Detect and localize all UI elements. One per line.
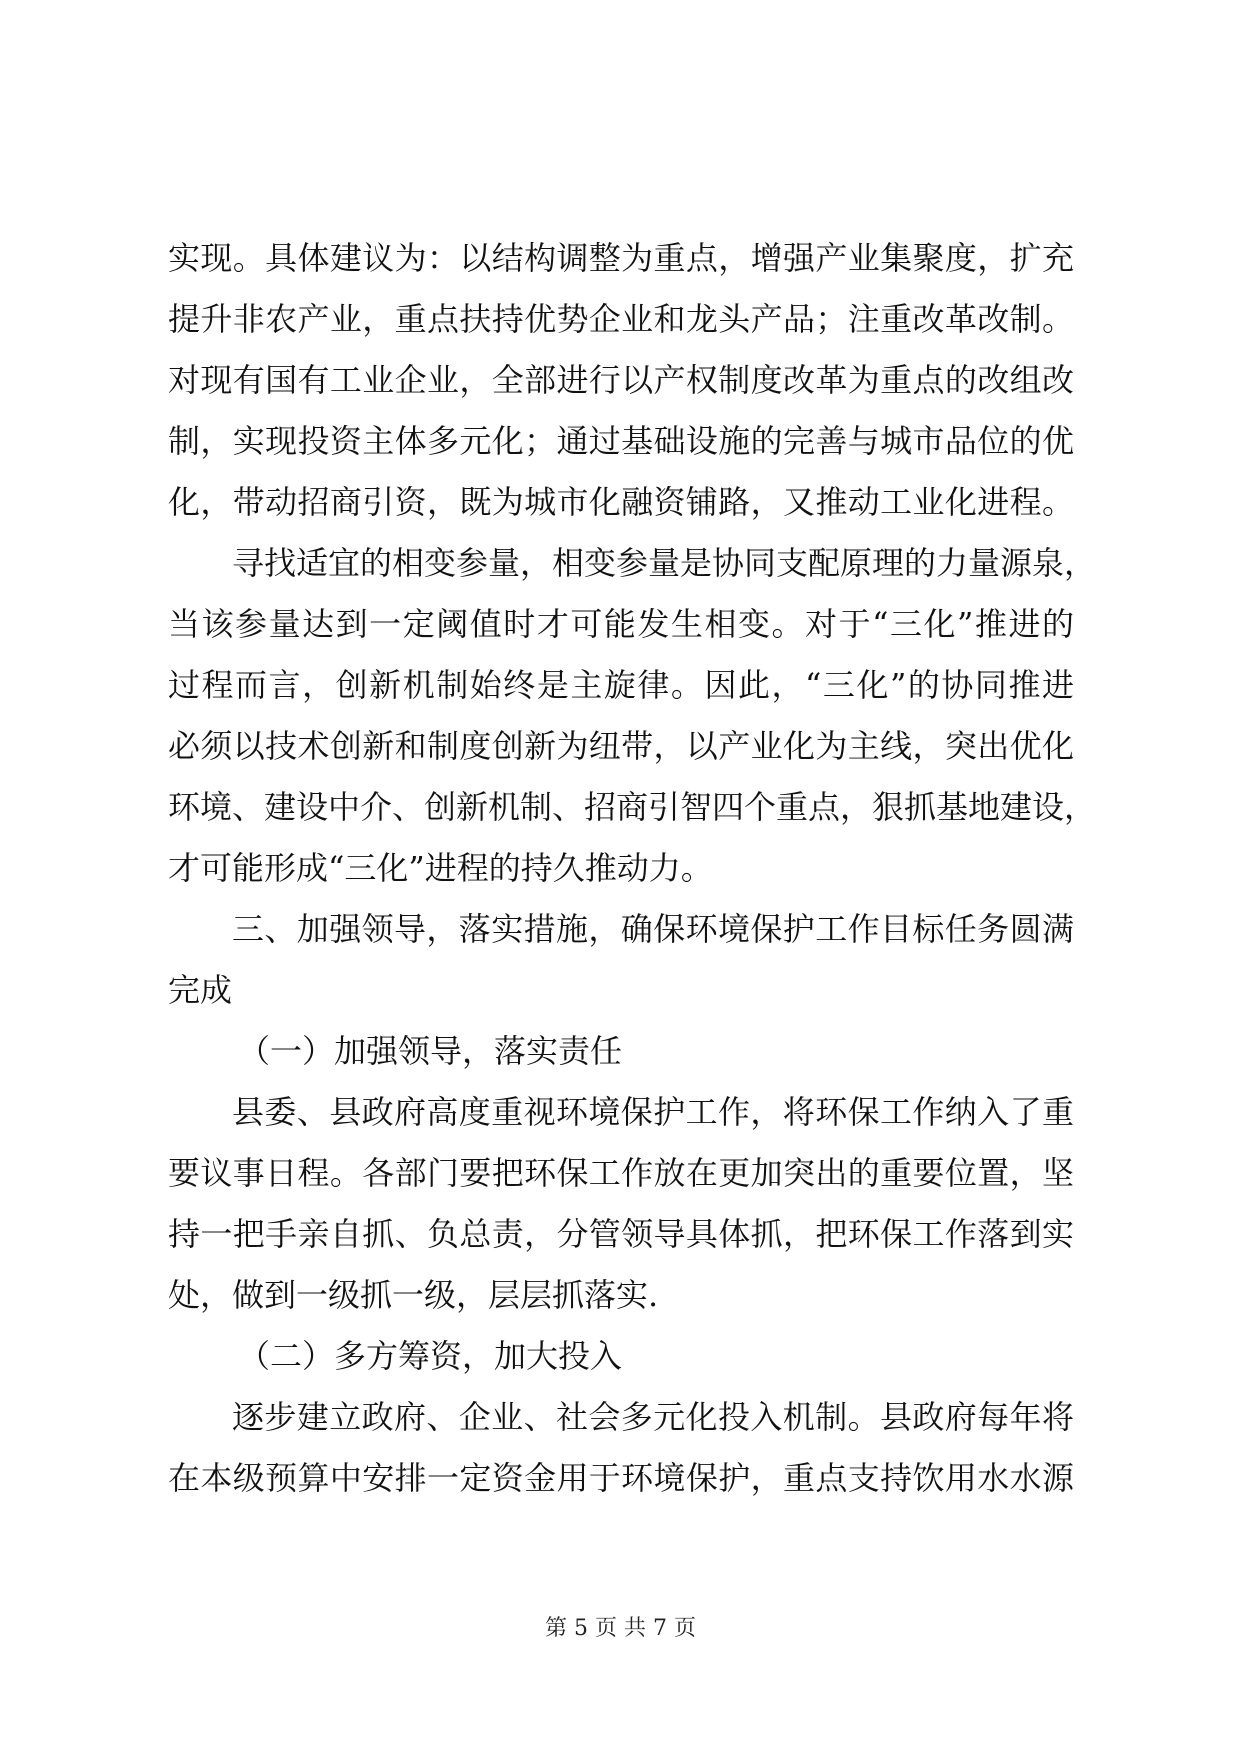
paragraph-line: 过程而言，创新机制始终是主旋律。因此，“三化”的协同推进	[168, 666, 1074, 704]
paragraph-line: 实现。具体建议为：以结构调整为重点，增强产业集聚度，扩充	[168, 239, 1074, 277]
paragraph-line: 制，实现投资主体多元化；通过基础设施的完善与城市品位的优	[168, 422, 1074, 460]
paragraph-line: 当该参量达到一定阈值时才可能发生相变。对于“三化”推进的	[168, 605, 1074, 643]
paragraph-line: 持一把手亲自抓、负总责，分管领导具体抓，把环保工作落到实	[168, 1215, 1074, 1253]
paragraph-line: 对现有国有工业企业，全部进行以产权制度改革为重点的改组改	[168, 361, 1074, 399]
paragraph-line: 逐步建立政府、企业、社会多元化投入机制。县政府每年将	[232, 1398, 1074, 1436]
section-heading-line: 三、加强领导，落实措施，确保环境保护工作目标任务圆满	[232, 910, 1074, 948]
subsection-heading: （一）加强领导，落实责任	[238, 1032, 623, 1070]
paragraph-line: 才可能形成“三化”进程的持久推动力。	[168, 849, 713, 887]
document-body	[168, 228, 1097, 1509]
paragraph-line: 要议事日程。各部门要把环保工作放在更加突出的重要位置，坚	[168, 1154, 1074, 1192]
paragraph-line: 在本级预算中安排一定资金用于环境保护，重点支持饮用水水源	[168, 1459, 1074, 1497]
section-heading-line: 完成	[168, 971, 233, 1009]
page-number-footer: 第 5 页 共 7 页	[545, 1616, 696, 1641]
paragraph-line: 化，带动招商引资，既为城市化融资铺路，又推动工业化进程。	[168, 483, 1074, 521]
paragraph-line: 必须以技术创新和制度创新为纽带，以产业化为主线，突出优化	[168, 727, 1074, 765]
paragraph-line: 提升非农产业，重点扶持优势企业和龙头产品；注重改革改制。	[168, 300, 1074, 338]
paragraph-line: 寻找适宜的相变参量，相变参量是协同支配原理的力量源泉，	[232, 544, 1097, 582]
paragraph-line: 处，做到一级抓一级，层层抓落实.	[168, 1276, 659, 1314]
paragraph-line: 县委、县政府高度重视环境保护工作，将环保工作纳入了重	[232, 1093, 1074, 1131]
subsection-heading: （二）多方筹资，加大投入	[238, 1337, 623, 1375]
paragraph-line: 环境、建设中介、创新机制、招商引智四个重点，狠抓基地建设，	[168, 788, 1097, 826]
